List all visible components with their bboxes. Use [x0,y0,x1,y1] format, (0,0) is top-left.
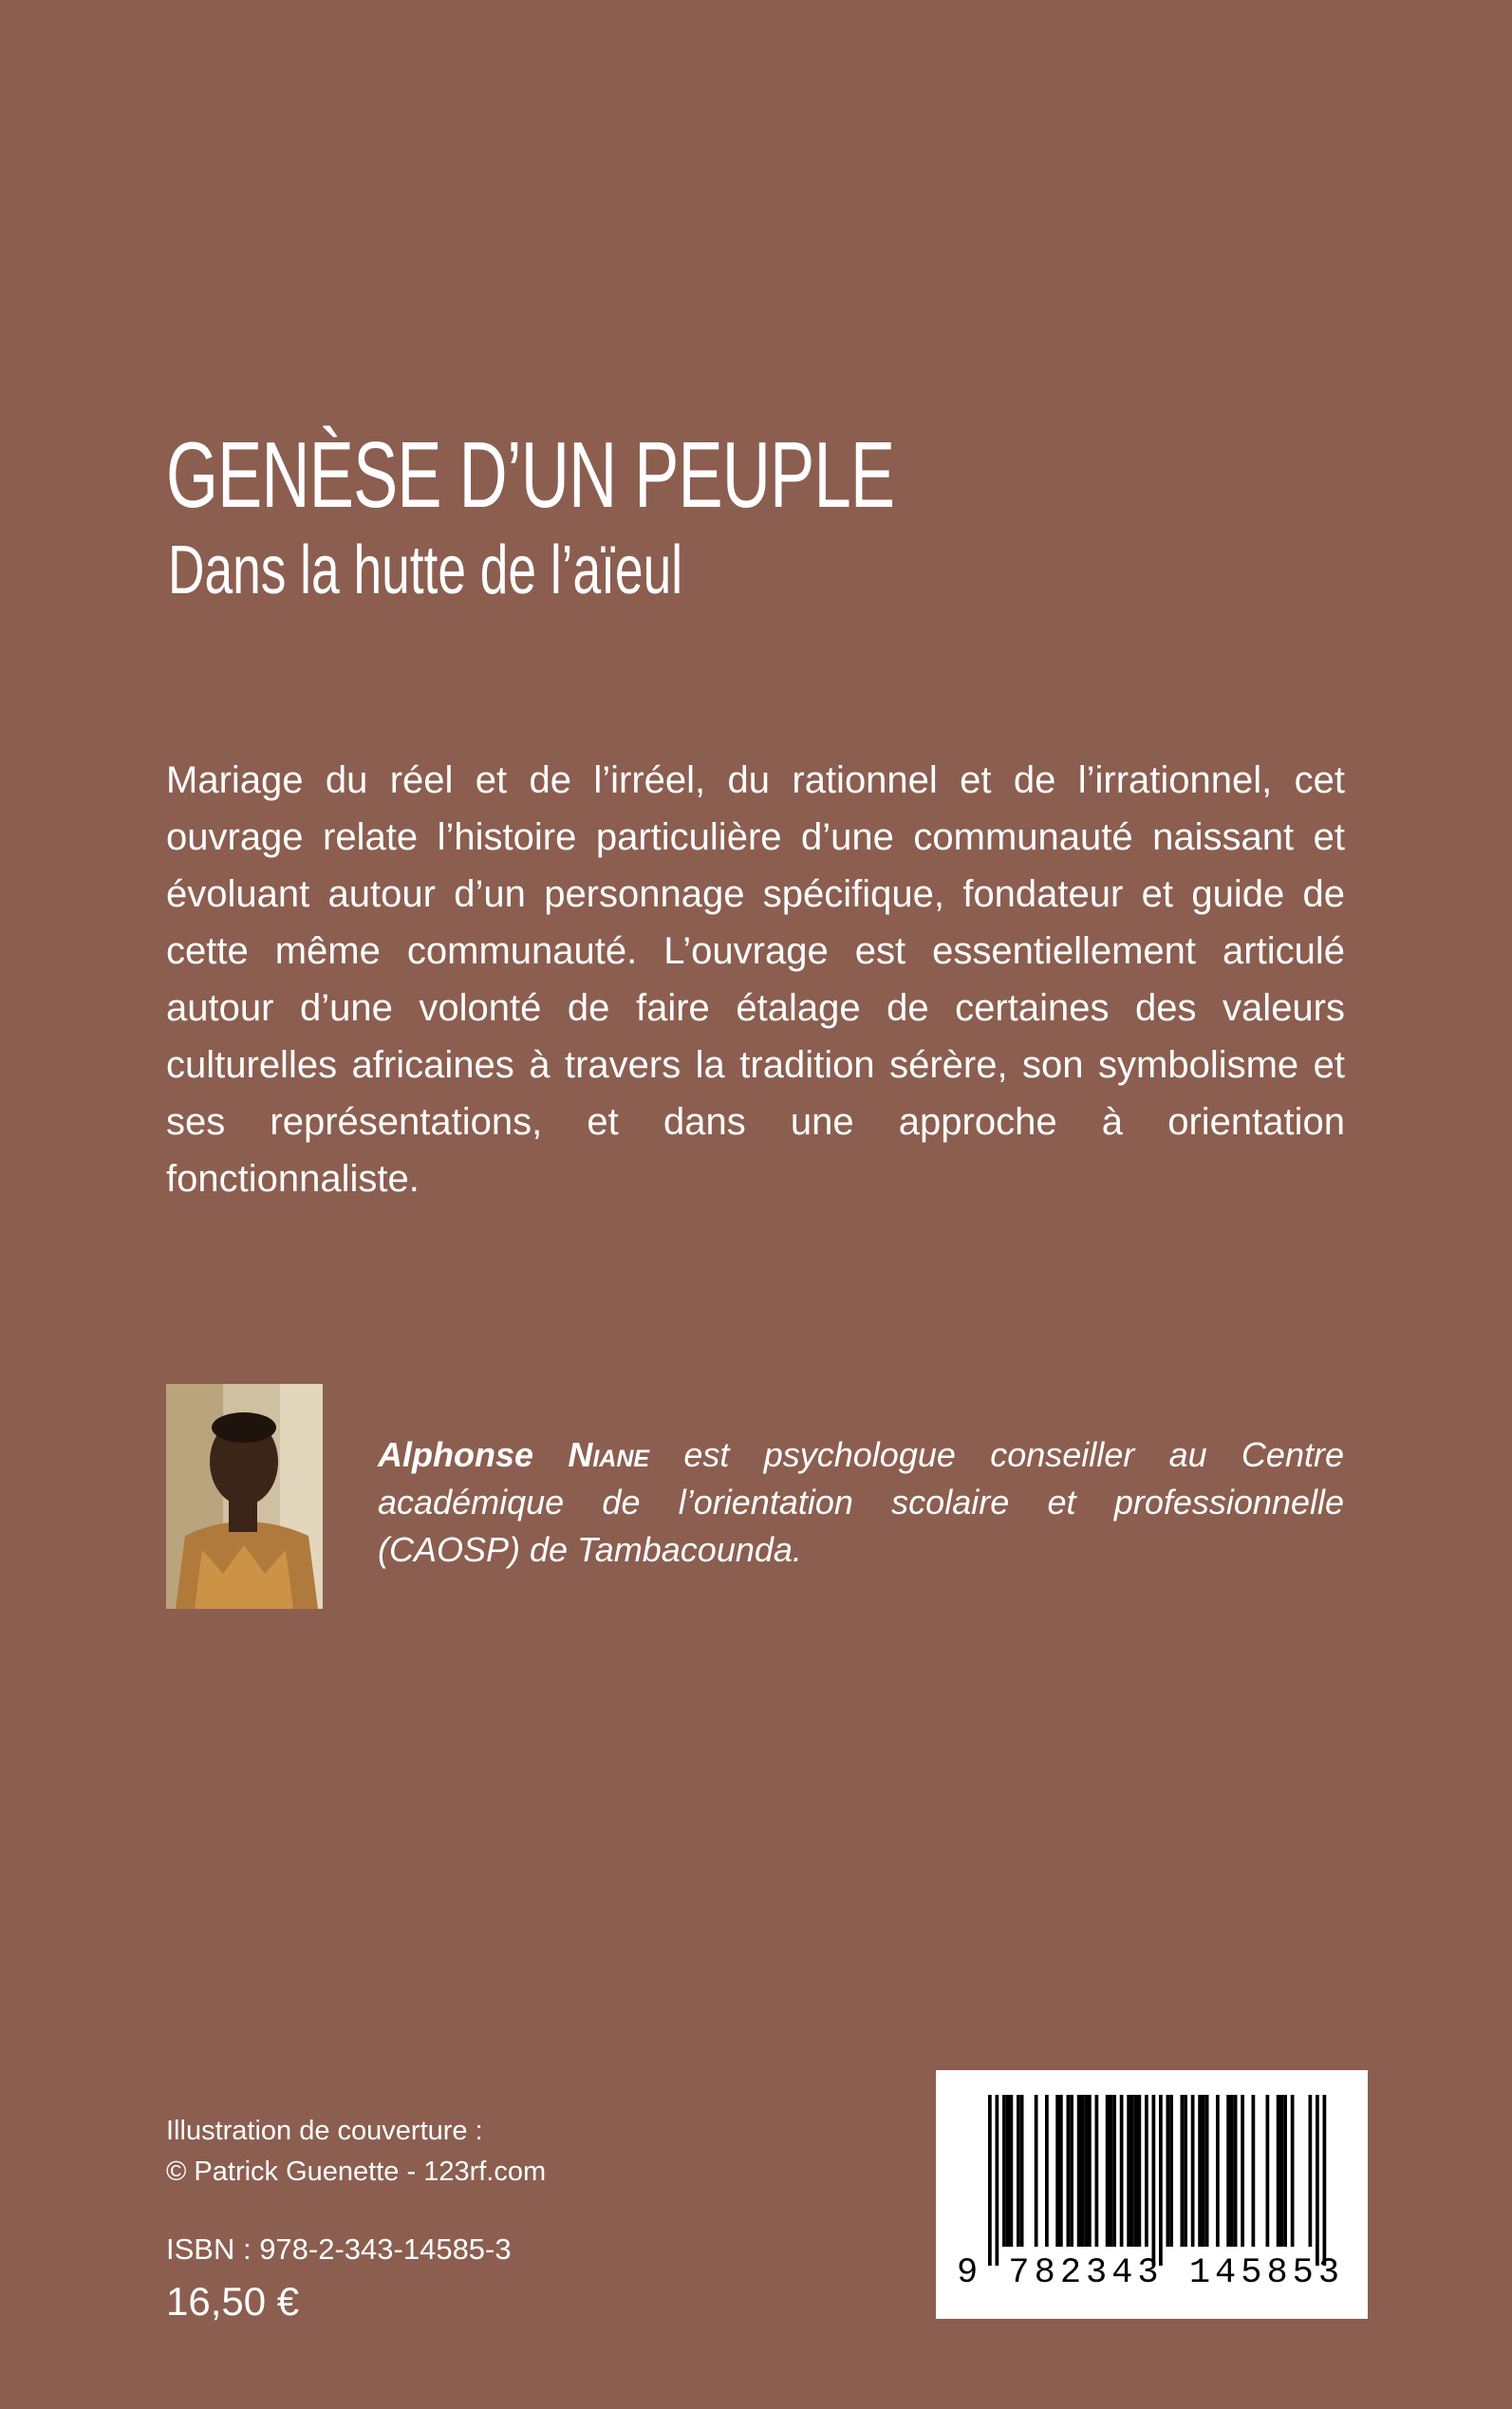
barcode-bar [1077,2095,1081,2247]
barcode-bar [1191,2095,1195,2247]
credit-line-1: Illustration de couverture : [166,2116,483,2146]
barcode-bar [1241,2095,1244,2247]
barcode-bar [1169,2095,1173,2247]
author-last-name: Niane [568,1435,650,1474]
barcode-bar [1134,2095,1138,2247]
barcode-bar [1059,2095,1063,2247]
barcode-bar [1277,2095,1280,2247]
barcode-bar [1045,2095,1049,2247]
barcode-bar [1184,2095,1187,2247]
barcode-bar [1088,2095,1092,2247]
barcode-bar [1095,2095,1099,2247]
barcode-bar [1106,2095,1110,2247]
barcode-bar [1035,2095,1038,2247]
barcode-bar [1130,2095,1134,2247]
book-subtitle: Dans la hutte de l’aïeul [168,532,683,608]
author-first-name: Alphonse [378,1435,534,1474]
barcode-bar [1084,2095,1088,2247]
barcode-bar [1291,2095,1295,2247]
barcode-bar [1309,2095,1313,2247]
barcode-bar [1323,2095,1327,2266]
barcode-bar [1081,2095,1085,2247]
barcode-bar [1112,2095,1116,2247]
barcode-bar [1198,2095,1202,2247]
cover-illustration-credit [166,2111,546,2193]
barcode [936,2070,1368,2319]
barcode-bar [1067,2095,1071,2247]
barcode-bar [1226,2095,1230,2247]
barcode-bar [1280,2095,1284,2247]
barcode-bar [1010,2095,1014,2247]
book-blurb: Mariage du réel et de l’irréel, du rationnel et de l’irrationnel, cet ouvrage relate l’histoire particulière d’une communauté naissant et évoluant autour d’un personnage spécifique, fondateur et guide de cette même communauté. L’ouvrage est essentiellement articulé autour d’une volonté de faire étalage de certaines des valeurs culturelles africaines à travers la tradition sérère, son symbolisme et ses représentations, et dans une approche à orientation fonctionnaliste. [166,759,1345,1200]
barcode-bar [1006,2095,1010,2247]
barcode-bar [1138,2095,1142,2247]
barcode-bar [1002,2095,1006,2247]
barcode-bar [1145,2095,1148,2247]
author-bio-text: est psychologue conseiller au Centre académique de l’orientation scolaire et professionnelle (CAOSP) de Tambacounda. [378,1435,1344,1569]
barcode-bar [1205,2095,1209,2247]
barcode-bar [1070,2095,1073,2247]
barcode-bar [1055,2095,1059,2247]
barcode-bar [1234,2095,1238,2247]
author-portrait-image [166,1384,323,1609]
barcode-bar [1127,2095,1130,2247]
barcode-bar [1167,2095,1170,2247]
barcode-bar [1020,2095,1024,2247]
barcode-bar [988,2095,992,2266]
barcode-bar [1216,2095,1220,2247]
barcode-bar [1152,2095,1156,2266]
book-title: GENÈSE D’UN PEUPLE [166,422,895,527]
barcode-bar [1202,2095,1205,2247]
barcode-bar [1181,2095,1185,2247]
barcode-bar [1017,2095,1020,2247]
barcode-bar [1283,2095,1287,2247]
price: 16,50 € [166,2279,300,2324]
barcode-bar [1159,2095,1163,2266]
barcode-bar [1230,2095,1234,2247]
author-photo [166,1384,323,1609]
barcode-bar [1316,2095,1319,2266]
barcode-bar [1110,2095,1113,2247]
credit-line-2: © Patrick Guenette - 123rf.com [166,2157,547,2187]
author-bio [378,1431,1344,1574]
barcode-bar [1120,2095,1124,2247]
barcode-digits: 9 782343 145853 [957,2253,1345,2293]
isbn: ISBN : 978-2-343-14585-3 [166,2232,512,2266]
barcode-bar [996,2095,999,2266]
barcode-bar [1252,2095,1256,2247]
barcode-bar [1266,2095,1270,2247]
